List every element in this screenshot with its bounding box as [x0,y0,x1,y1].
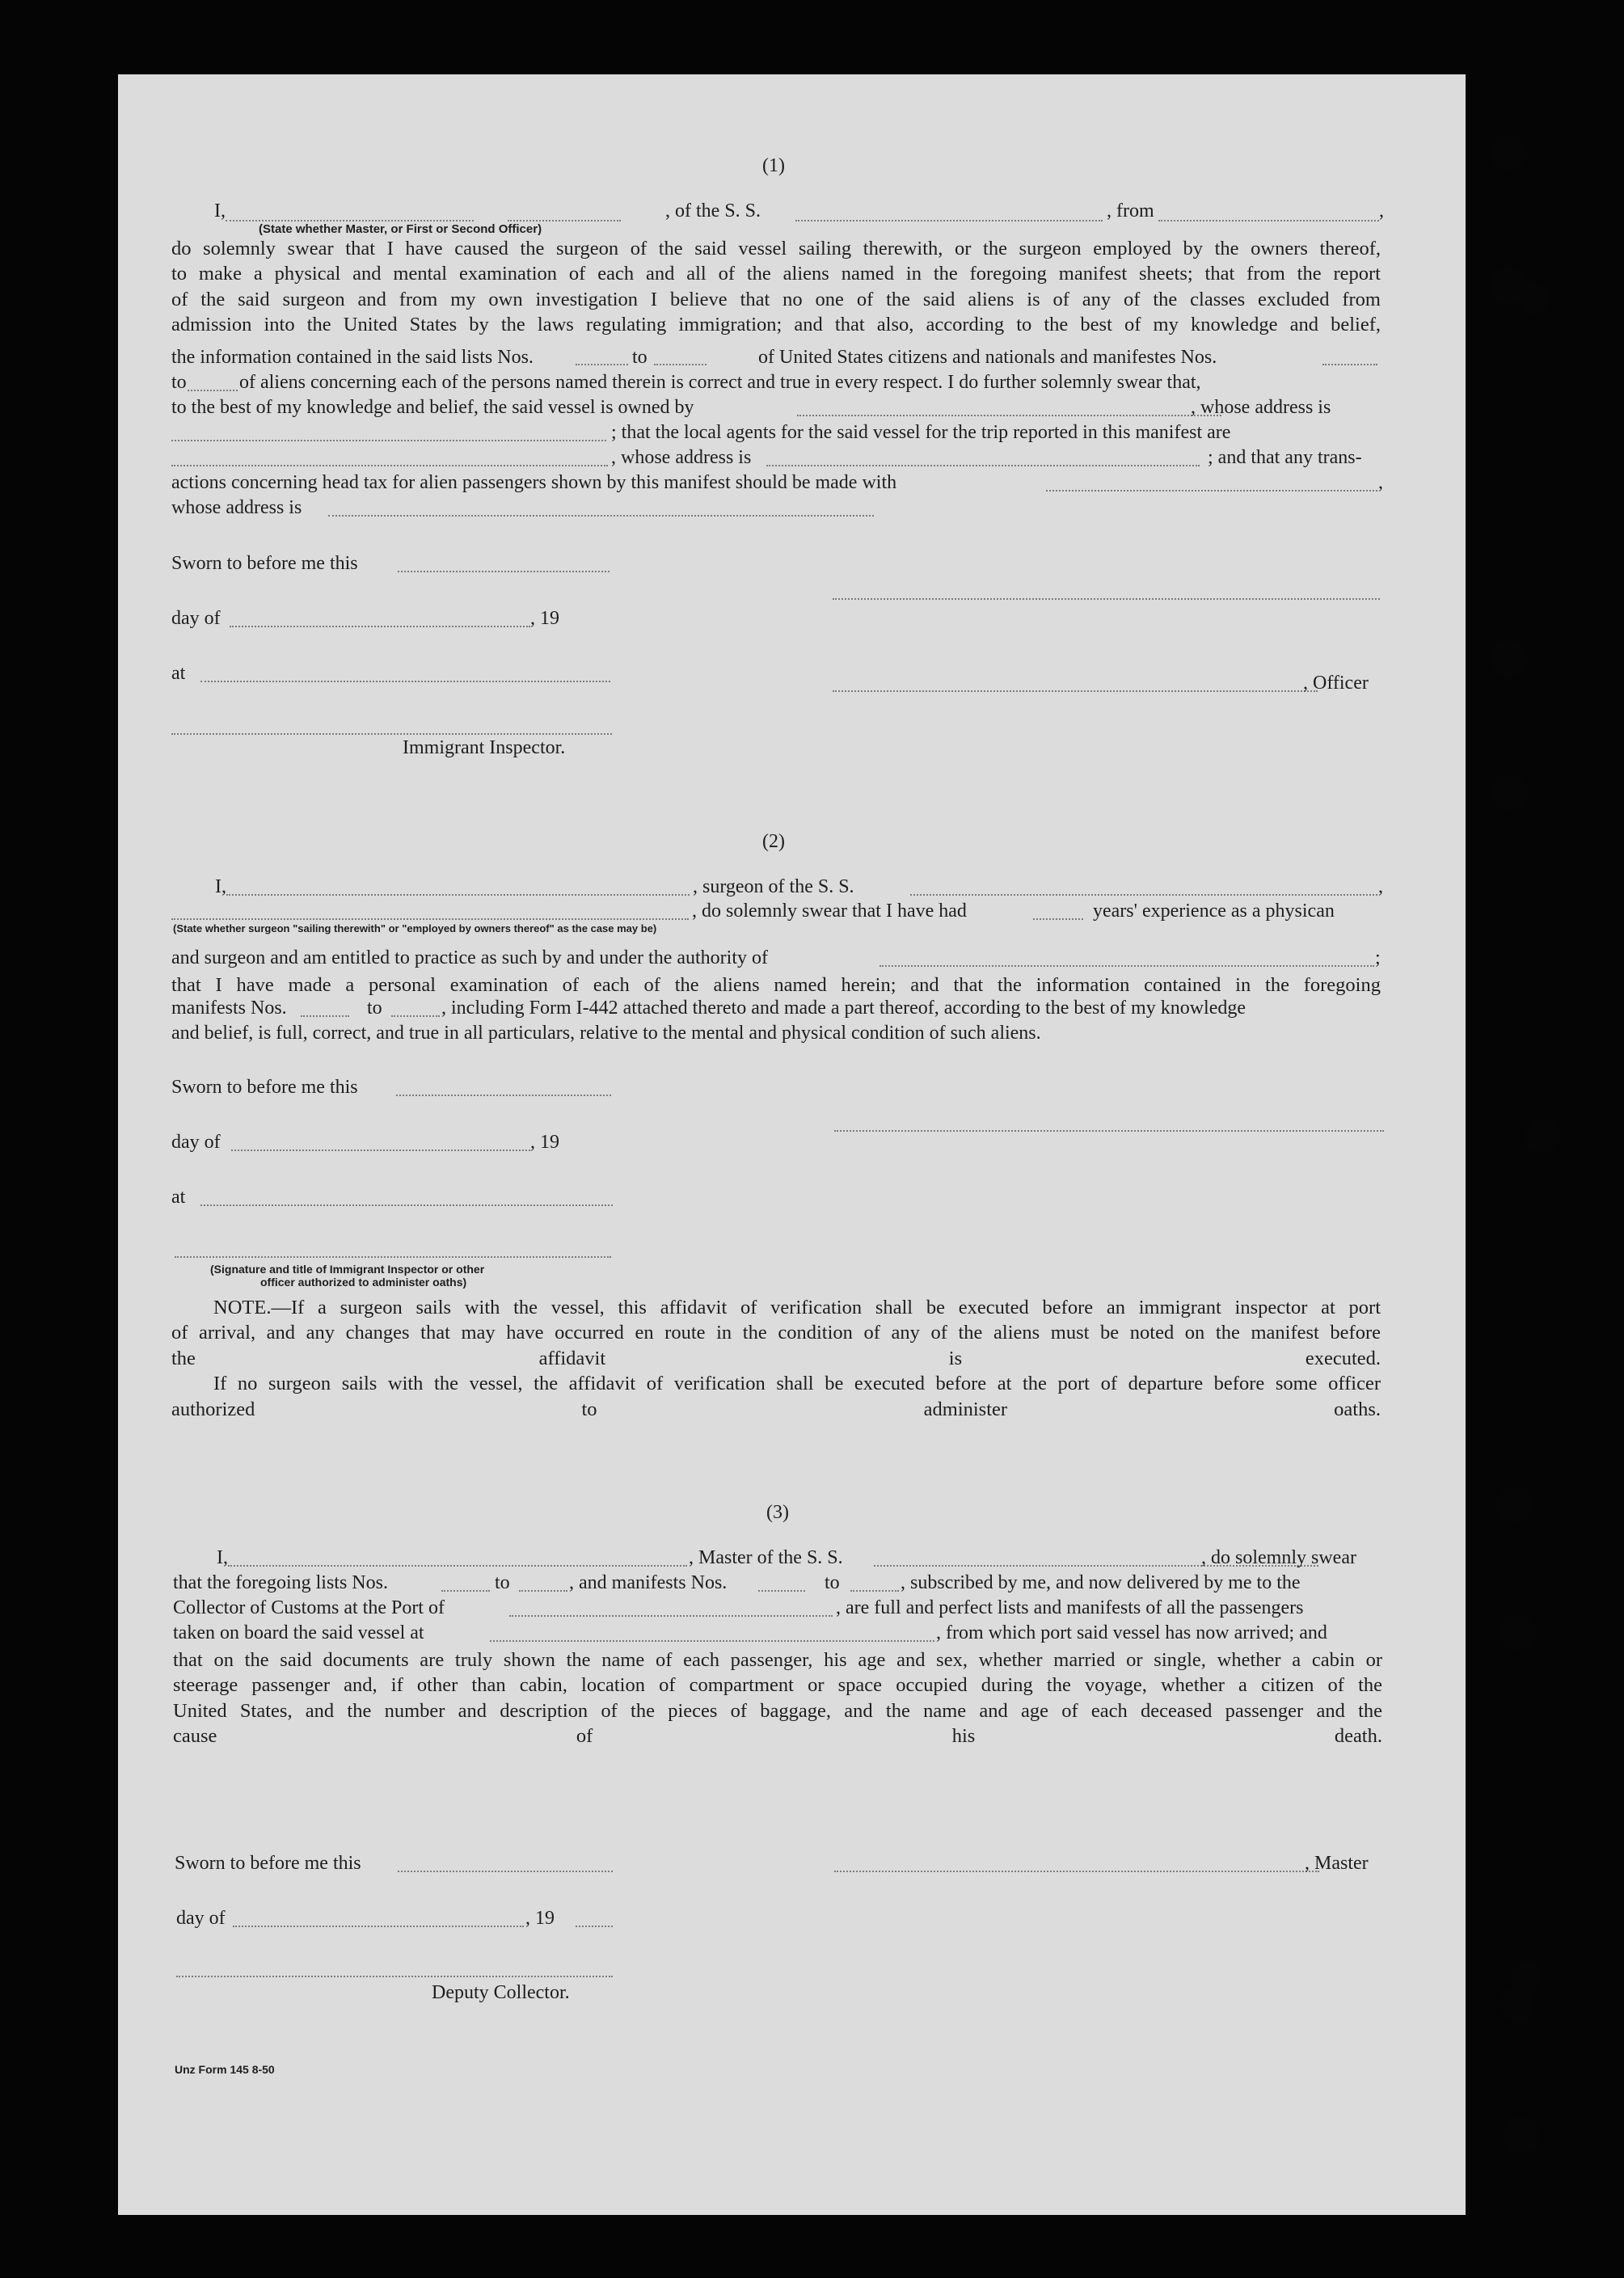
s1-tax-end: , [1378,472,1383,493]
binder-hole [1491,774,1529,812]
s1-info-c: of United States citizens and nationals and manifestes Nos. [758,347,1217,368]
note-line: NOTE.—If a surgeon sails with the vessel, this affidavit of verification shall be executed before an immigrant inspector at port [213,1297,1381,1318]
binder-hole [1495,1486,1533,1523]
s3-body-line: steerage passenger and, if other than cabin, location of compartment or space occupied during the voyage, whether a citizen of the [173,1674,1382,1697]
binder-hole [1518,283,1550,315]
binder-hole [1502,2116,1539,2154]
s3-line1-end: , do solemnly swear [1201,1547,1356,1568]
s1-body [171,236,1381,338]
s1-info-a: the information contained in the said lists Nos. [171,347,534,368]
s2-I: I, [215,876,226,897]
s2-day-of: day of [171,1132,221,1153]
note-line: the affidavit is executed. [171,1347,1381,1369]
s3-I: I, [217,1547,228,1568]
s1-tax: actions concerning head tax for alien passengers shown by this manifest should be made with [171,472,897,493]
s1-agents: ; that the local agents for the said vessel for the trip reported in this manifest are [611,422,1231,443]
s1-from: , from [1107,200,1154,221]
s2-line5-b: to [367,998,382,1019]
s2-line5-a: manifests Nos. [171,998,287,1019]
s2-line2-b: years' experience as a physican [1093,901,1335,922]
surgeon-note: (State whether surgeon "sailing therewith" or "employed by owners thereof" as the case may be) [173,922,657,934]
s1-whose-a: , whose address is [611,447,752,468]
s2-line5-c: , including Form I-442 attached thereto and made a part thereof, according to the best of my knowledge [441,998,1246,1019]
s1-addr: whose address is [171,497,302,518]
s1-day-of: day of [171,608,221,629]
s1-body-line: admission into the United States by the laws regulating immigration; and that also, according to the best of my knowledge and belief, [171,314,1381,336]
s3-day-of: day of [176,1908,226,1929]
form-id: Unz Form 145 8-50 [175,2063,275,2076]
s2-sworn: Sworn to before me this [171,1077,358,1098]
s1-owned-b: , whose address is [1191,397,1331,418]
s3-line4-a: taken on board the said vessel at [173,1622,424,1643]
s3-year: , 19 [525,1908,555,1929]
s1-owned-a: to the best of my knowledge and belief, the said vessel is owned by [171,397,694,418]
officer-note: (State whether Master, or First or Second Officer) [259,222,542,236]
binder-hole [1500,1614,1537,1652]
s3-master-sig: , Master [1305,1853,1369,1874]
binder-hole [1525,1118,1561,1154]
s3-body-line: that on the said documents are truly shown the name of each passenger, his age and sex, whether married or single, whether a cabin or [173,1649,1382,1671]
binder-hole [1490,135,1527,172]
s2-note [171,1295,1381,1422]
sig-note-1: (Signature and title of Immigrant Inspector or other [210,1263,485,1276]
s1-body-line: to make a physical and mental examination of each and all of the aliens named in the foregoing manifest sheets; that from the report [171,263,1381,285]
s2-end: , [1378,876,1383,897]
s3-line3-b: , are full and perfect lists and manifests of all the passengers [836,1597,1304,1618]
s1-line1: I, [214,200,226,221]
s2-line4-wrap [171,972,1381,998]
note-line: of arrival, and any changes that may have occurred en route in the condition of any of the aliens must be noted on the manifest before [171,1322,1381,1344]
s1-to-b: of aliens concerning each of the persons named therein is correct and true in every respect. I do further solemnly swear that, [239,372,1201,393]
s1-end: , [1379,200,1384,221]
s2-line4: that I have made a personal examination of each of the aliens named herein; and that the information contained in the foregoing [171,974,1381,996]
s2-surgeon: , surgeon of the S. S. [693,876,854,897]
section-2-number: (2) [762,831,785,852]
s1-body-line: do solemnly swear that I have caused the surgeon of the said vessel sailing therewith, or the surgeon employed by the owners thereof, [171,238,1381,259]
s2-line3: and surgeon and am entitled to practice as such by and under the authority of [171,947,768,968]
section-3-number: (3) [766,1502,789,1523]
section-1-number: (1) [762,155,785,176]
note-line: authorized to administer oaths. [171,1398,1381,1420]
s1-to-a: to [171,372,187,393]
s1-whose-b: ; and that any trans- [1208,447,1362,468]
s2-line6: and belief, is full, correct, and true in all particulars, relative to the mental and physical condition of such aliens. [171,1023,1041,1044]
s3-line2-a: that the foregoing lists Nos. [173,1572,388,1593]
deputy-collector: Deputy Collector. [432,1982,570,2003]
s3-line3-a: Collector of Customs at the Port of [173,1597,445,1618]
s3-body-line: United States, and the number and description of the pieces of baggage, and the name and age of each deceased passenger and the [173,1699,1382,1722]
s1-officer: , Officer [1303,673,1369,694]
s1-info-b: to [632,347,647,368]
s2-at: at [171,1187,186,1208]
s1-body-line: of the said surgeon and from my own investigation I believe that no one of the said aliens is of any of the classes excluded from [171,288,1381,310]
s3-line2-e: , subscribed by me, and now delivered by me to the [901,1572,1301,1593]
s3-line2-c: , and manifests Nos. [569,1572,728,1593]
s3-sworn: Sworn to before me this [175,1853,361,1874]
s2-year: , 19 [530,1132,559,1153]
s2-line3-end: ; [1375,947,1381,968]
sig-note-2: officer authorized to administer oaths) [260,1276,467,1289]
s1-at: at [171,663,186,684]
s1-year: , 19 [530,608,559,629]
immigrant-inspector: Immigrant Inspector. [403,737,566,758]
s3-body [173,1647,1382,1749]
manifest-page [118,74,1466,2215]
s3-line2-b: to [495,1572,510,1593]
s1-sworn: Sworn to before me this [171,553,358,574]
s3-master: , Master of the S. S. [689,1547,843,1568]
binder-hole [1500,1986,1535,2022]
s2-line2-a: , do solemnly swear that I have had [692,901,967,922]
s3-line2-d: to [825,1572,840,1593]
s1-ofss: , of the S. S. [665,200,761,221]
note-line: If no surgeon sails with the vessel, the affidavit of verification shall be executed before at the port of departure before some officer [213,1373,1381,1395]
s3-line4-b: , from which port said vessel has now arrived; and [936,1622,1327,1643]
s3-body-line: cause of his death. [173,1725,1382,1748]
binder-hole [1490,640,1527,677]
